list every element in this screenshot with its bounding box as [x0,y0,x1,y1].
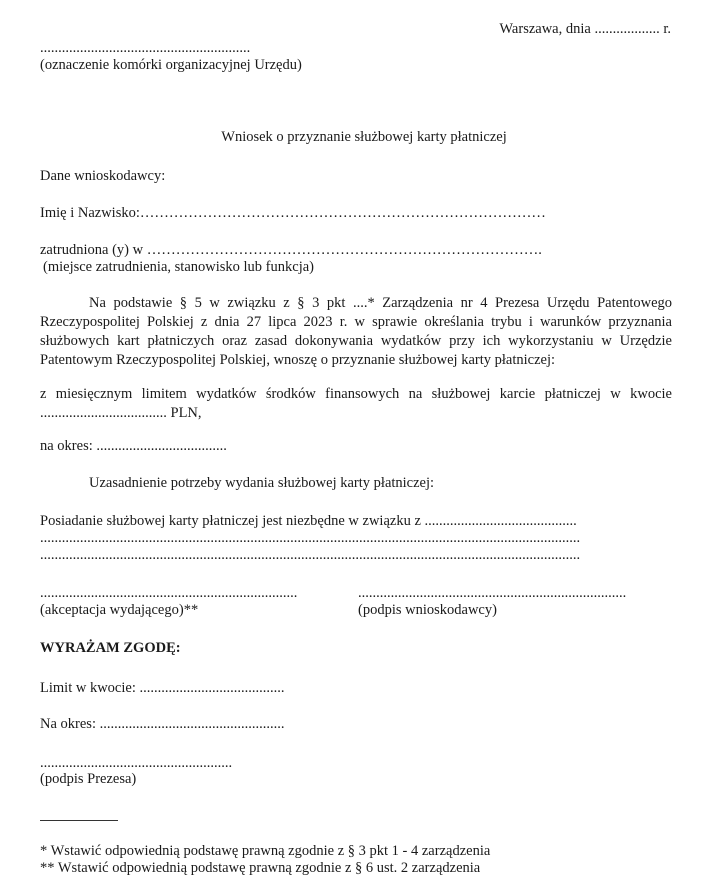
basis-text: Na podstawie § 5 w związku z § 3 pkt ....* Zarządzenia nr 4 Prezesa Urzędu Patentowego Rzeczypospolitej Polskiej z dnia 27 lipca 2023 r. w sprawie określania trybu i warunków przyznania służbowych kart płatniczych oraz zasad dokonywania wydatków przy ich wykorzystaniu w Urzędzie Patentowym Rzeczypospolitej Polskiej, wnoszę o przyznanie służbowej karty płatniczej: [40,295,672,368]
unit-dots: .......................................................... [40,40,251,56]
justification-line-2: ..................................................................................................................................................... [40,530,581,546]
consent-limit-line: Limit w kwocie: ........................................ [40,680,285,696]
applicant-sign-label: (podpis wnioskodawcy) [358,602,497,618]
limit-paragraph: z miesięcznym limitem wydatków środków finansowych na służbowej karcie płatniczej w kwocie ................................... PLN, [40,386,672,421]
president-sign-dots: ..................................................... [40,755,233,771]
applicant-heading: Dane wnioskodawcy: [40,168,166,184]
justification-heading: Uzasadnienie potrzeby wydania służbowej karty płatniczej: [89,475,435,491]
name-line: Imię i Nazwisko:………………………………………………………………………… [40,205,546,221]
unit-label: (oznaczenie komórki organizacyjnej Urzędu) [40,57,302,73]
period-line: na okres: .................................... [40,438,227,454]
basis-paragraph [40,294,672,370]
footnote-rule [40,820,118,821]
justification-line-1: Posiadanie służbowej karty płatniczej jest niezbędne w związku z .......................................... [40,513,577,529]
applicant-sign-dots: .......................................................................... [358,585,627,601]
president-sign-label: (podpis Prezesa) [40,771,137,787]
place-date: Warszawa, dnia .................. r. [499,21,671,37]
justification-line-3: ..................................................................................................................................................... [40,547,581,563]
footnote-2: ** Wstawić odpowiednią podstawę prawną zgodnie z § 6 ust. 2 zarządzenia [40,860,481,876]
employed-line: zatrudniona (y) w ………………………………………………………………………. [40,242,542,258]
issuer-sign-label: (akceptacja wydającego)** [40,602,199,618]
consent-heading: WYRAŻAM ZGODĘ: [40,640,181,656]
issuer-sign-dots: ....................................................................... [40,585,298,601]
employed-hint: (miejsce zatrudnienia, stanowisko lub funkcja) [43,259,314,275]
footnote-1: * Wstawić odpowiednią podstawę prawną zgodnie z § 3 pkt 1 - 4 zarządzenia [40,843,491,859]
document-title: Wniosek o przyznanie służbowej karty płatniczej [221,129,507,145]
consent-period-line: Na okres: ................................................... [40,716,285,732]
